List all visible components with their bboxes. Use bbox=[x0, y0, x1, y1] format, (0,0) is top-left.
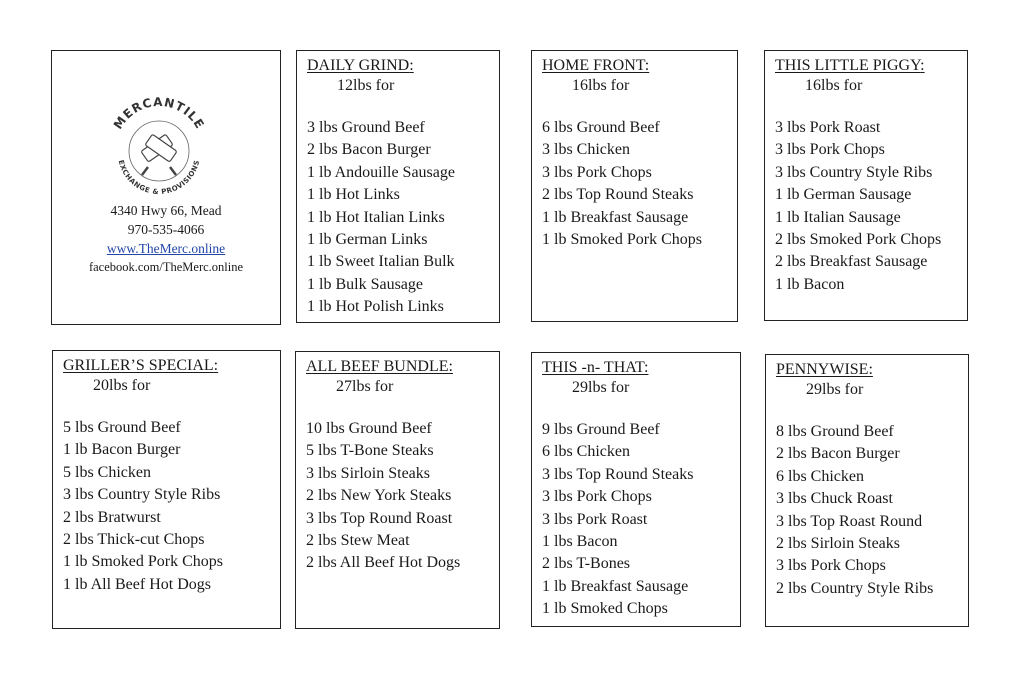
list-item: 1 lb Breakfast Sausage bbox=[542, 208, 689, 226]
bundle-card-home-front bbox=[531, 50, 738, 322]
list-item: 1 lb Bulk Sausage bbox=[307, 275, 423, 293]
list-item: 2 lbs Breakfast Sausage bbox=[775, 253, 928, 271]
list-item: 3 lbs Pork Roast bbox=[542, 510, 648, 528]
bundle-card-pennywise bbox=[765, 354, 969, 627]
list-item: 2 lbs Sirloin Steaks bbox=[776, 535, 901, 553]
bundle-item-list bbox=[775, 117, 967, 296]
list-item: 3 lbs Pork Chops bbox=[542, 488, 652, 506]
address: 4340 Hwy 66, Mead bbox=[110, 203, 222, 218]
list-item: 1 lb Hot Polish Links bbox=[307, 298, 444, 316]
logo-subtitle: EXCHANGE & PROVISIONS bbox=[116, 159, 202, 197]
website-link[interactable]: www.TheMerc.online bbox=[106, 241, 226, 256]
bundle-card-this-n-that bbox=[531, 352, 741, 627]
list-item: 2 lbs Top Round Steaks bbox=[542, 186, 694, 204]
list-item: 8 lbs Ground Beef bbox=[776, 423, 894, 440]
list-item: 5 lbs Ground Beef bbox=[63, 419, 181, 436]
crossed-cleavers-icon bbox=[141, 134, 177, 175]
list-item: 3 lbs Pork Chops bbox=[775, 141, 885, 159]
list-item: 3 lbs Top Round Steaks bbox=[542, 465, 694, 483]
bundle-weight: 29lbs for bbox=[806, 381, 864, 398]
list-item: 2 lbs All Beef Hot Dogs bbox=[306, 554, 461, 572]
contact-info bbox=[52, 201, 280, 277]
list-item: 1 lbs Bacon bbox=[542, 533, 618, 551]
list-item: 1 lb Smoked Chops bbox=[542, 600, 668, 618]
bundle-item-list bbox=[306, 418, 499, 575]
bundle-title: HOME FRONT: bbox=[542, 57, 650, 74]
bundle-item-list bbox=[542, 117, 737, 251]
list-item: 1 lb German Sausage bbox=[775, 186, 912, 204]
bundle-card-daily-grind bbox=[296, 50, 500, 323]
list-item: 1 lb Hot Italian Links bbox=[307, 208, 445, 226]
list-item: 5 lbs Chicken bbox=[63, 463, 151, 481]
list-item: 3 lbs Pork Chops bbox=[776, 557, 886, 575]
list-item: 2 lbs Thick-cut Chops bbox=[63, 531, 205, 549]
list-item: 2 lbs Bratwurst bbox=[63, 508, 161, 526]
list-item: 2 lbs Bacon Burger bbox=[307, 141, 431, 159]
bundle-title: THIS LITTLE PIGGY: bbox=[775, 57, 925, 74]
list-item: 2 lbs New York Steaks bbox=[306, 487, 452, 505]
list-item: 1 lb German Links bbox=[307, 231, 428, 249]
bundle-item-list bbox=[307, 117, 499, 319]
list-item: 5 lbs T-Bone Steaks bbox=[306, 442, 434, 460]
bundle-weight: 29lbs for bbox=[572, 379, 630, 396]
bundle-weight: 12lbs for bbox=[337, 77, 395, 94]
list-item: 3 lbs Chicken bbox=[542, 141, 630, 159]
bundle-title: ALL BEEF BUNDLE: bbox=[306, 358, 453, 375]
bundle-item-list bbox=[776, 421, 968, 600]
svg-text:MERCANTILE bbox=[111, 95, 207, 132]
bundle-title: THIS -n- THAT: bbox=[542, 359, 649, 376]
bundle-weight: 16lbs for bbox=[805, 77, 863, 94]
list-item: 3 lbs Top Roast Round bbox=[776, 512, 923, 530]
bundle-weight: 16lbs for bbox=[572, 77, 630, 94]
bundle-title: PENNYWISE: bbox=[776, 361, 873, 378]
bundle-title: GRILLER’S SPECIAL: bbox=[63, 357, 219, 374]
list-item: 10 lbs Ground Beef bbox=[306, 420, 432, 437]
facebook-link[interactable]: facebook.com/TheMerc.online bbox=[88, 260, 244, 274]
list-item: 2 lbs T-Bones bbox=[542, 555, 631, 573]
list-item: 3 lbs Chuck Roast bbox=[776, 490, 893, 508]
bundle-weight: 20lbs for bbox=[93, 377, 151, 394]
list-item: 6 lbs Ground Beef bbox=[542, 119, 660, 136]
list-item: 2 lbs Smoked Pork Chops bbox=[775, 231, 942, 249]
list-item: 2 lbs Bacon Burger bbox=[776, 445, 900, 463]
list-item: 3 lbs Pork Roast bbox=[775, 119, 881, 136]
list-item: 6 lbs Chicken bbox=[542, 443, 630, 461]
phone: 970-535-4066 bbox=[127, 222, 205, 237]
list-item: 1 lb All Beef Hot Dogs bbox=[63, 575, 211, 593]
list-item: 1 lb Breakfast Sausage bbox=[542, 577, 689, 595]
list-item: 1 lb Hot Links bbox=[307, 186, 400, 204]
list-item: 2 lbs Stew Meat bbox=[306, 532, 410, 550]
list-item: 3 lbs Ground Beef bbox=[307, 119, 425, 136]
list-item: 1 lb Bacon bbox=[775, 275, 845, 293]
list-item: 1 lb Smoked Pork Chops bbox=[63, 553, 224, 571]
list-item: 3 lbs Pork Chops bbox=[542, 163, 652, 181]
list-item: 3 lbs Sirloin Steaks bbox=[306, 464, 431, 482]
list-item: 1 lb Sweet Italian Bulk bbox=[307, 253, 455, 271]
list-item: 2 lbs Country Style Ribs bbox=[776, 579, 934, 597]
bundle-item-list bbox=[542, 419, 740, 621]
list-item: 1 lb Smoked Pork Chops bbox=[542, 231, 703, 249]
list-item: 1 lb Italian Sausage bbox=[775, 208, 901, 226]
bundle-weight: 27lbs for bbox=[336, 378, 394, 395]
list-item: 1 lb Andouille Sausage bbox=[307, 163, 455, 181]
list-item: 9 lbs Ground Beef bbox=[542, 421, 660, 438]
mercantile-logo bbox=[104, 91, 214, 201]
logo-card bbox=[51, 50, 281, 325]
logo-name: MERCANTILE bbox=[110, 94, 208, 132]
bundle-title: DAILY GRIND: bbox=[307, 57, 414, 74]
list-item: 3 lbs Country Style Ribs bbox=[775, 163, 933, 181]
bundle-card-this-little-piggy bbox=[764, 50, 968, 321]
list-item: 1 lb Bacon Burger bbox=[63, 441, 181, 459]
svg-text:EXCHANGE & PROVISIONS bbox=[117, 159, 202, 196]
list-item: 3 lbs Country Style Ribs bbox=[63, 486, 221, 504]
list-item: 6 lbs Chicken bbox=[776, 467, 864, 485]
bundle-card-all-beef-bundle bbox=[295, 351, 500, 629]
bundle-card-grillers-special bbox=[52, 350, 281, 629]
bundle-item-list bbox=[63, 417, 280, 596]
list-item: 3 lbs Top Round Roast bbox=[306, 509, 453, 527]
